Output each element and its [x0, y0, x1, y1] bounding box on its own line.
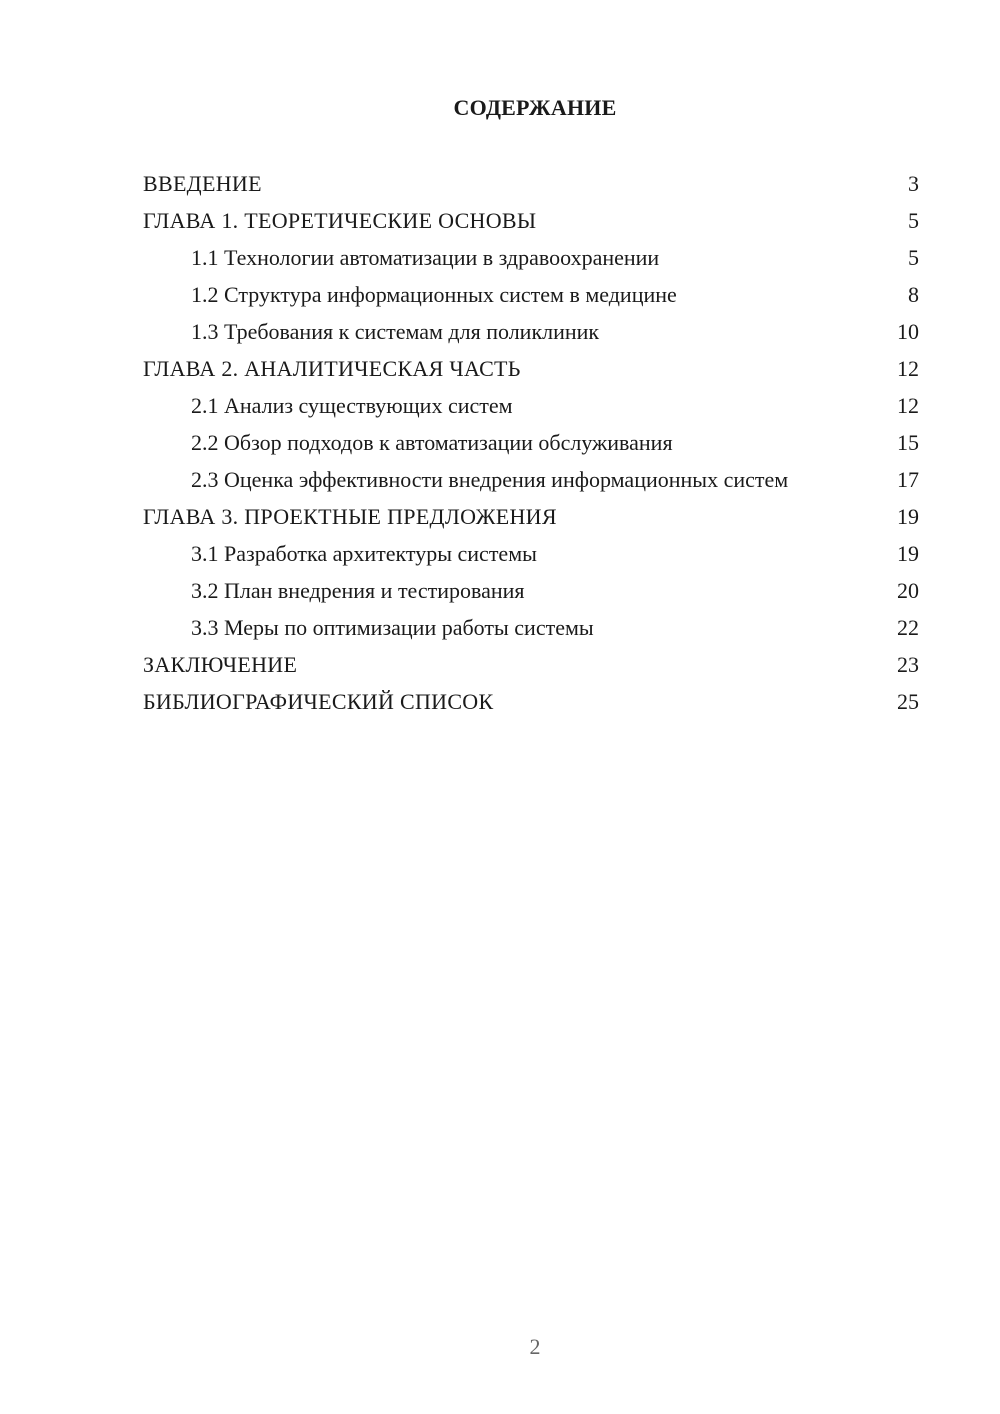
- toc-entry: [143, 170, 919, 197]
- toc-entry-page: 19: [897, 541, 919, 566]
- toc-entry-label: ГЛАВА 3. ПРОЕКТНЫЕ ПРЕДЛОЖЕНИЯ: [143, 504, 557, 529]
- toc-entry-label: 2.3 Оценка эффективности внедрения информационных систем: [191, 467, 789, 492]
- page-number: 2: [529, 1334, 541, 1359]
- toc-entry-label: ВВЕДЕНИЕ: [143, 171, 262, 196]
- toc-entry-page: 12: [897, 393, 919, 418]
- toc-entry: [143, 355, 919, 382]
- toc-entry-page: 20: [897, 578, 919, 603]
- toc-entry-label: ГЛАВА 1. ТЕОРЕТИЧЕСКИЕ ОСНОВЫ: [143, 208, 537, 233]
- toc-entry: [143, 429, 919, 456]
- toc-entry-page: 19: [897, 504, 919, 529]
- toc-entry-label: ГЛАВА 2. АНАЛИТИЧЕСКАЯ ЧАСТЬ: [143, 356, 521, 381]
- toc-entry-page: 5: [908, 208, 919, 233]
- toc-entry-page: 15: [897, 430, 919, 455]
- toc-entry: [143, 318, 919, 345]
- page-title: СОДЕРЖАНИЕ: [453, 95, 617, 120]
- toc-entry-page: 5: [908, 245, 919, 270]
- toc-entry: [143, 244, 919, 271]
- toc-entry: [143, 688, 919, 715]
- toc-entry: [143, 207, 919, 234]
- toc-entry: [143, 577, 919, 604]
- toc-entry-page: 12: [897, 356, 919, 381]
- toc-entry-page: 22: [897, 615, 919, 640]
- toc-entry: [143, 281, 919, 308]
- toc-entry: [143, 651, 919, 678]
- toc-entry: [143, 503, 919, 530]
- toc-entry-label: 3.2 План внедрения и тестирования: [191, 578, 525, 603]
- toc-entry-page: 3: [908, 171, 919, 196]
- toc-entry-label: ЗАКЛЮЧЕНИЕ: [143, 652, 298, 677]
- toc-entry-page: 10: [897, 319, 919, 344]
- toc-entry-label: 1.1 Технологии автоматизации в здравоохранении: [191, 245, 660, 270]
- toc-entry-label: 2.1 Анализ существующих систем: [191, 393, 513, 418]
- toc-entry-label: БИБЛИОГРАФИЧЕСКИЙ СПИСОК: [143, 689, 494, 714]
- table-of-contents: [143, 170, 919, 725]
- toc-entry-page: 17: [897, 467, 919, 492]
- toc-entry-page: 25: [897, 689, 919, 714]
- toc-entry-page: 23: [897, 652, 919, 677]
- toc-entry: [143, 392, 919, 419]
- toc-entry-label: 3.1 Разработка архитектуры системы: [191, 541, 537, 566]
- toc-entry-label: 1.3 Требования к системам для поликлиник: [191, 319, 600, 344]
- toc-entry-label: 3.3 Меры по оптимизации работы системы: [191, 615, 594, 640]
- toc-entry-page: 8: [908, 282, 919, 307]
- toc-entry: [143, 614, 919, 641]
- toc-entry-label: 1.2 Структура информационных систем в медицине: [191, 282, 677, 307]
- toc-entry-label: 2.2 Обзор подходов к автоматизации обслуживания: [191, 430, 673, 455]
- toc-entry: [143, 466, 919, 493]
- toc-entry: [143, 540, 919, 567]
